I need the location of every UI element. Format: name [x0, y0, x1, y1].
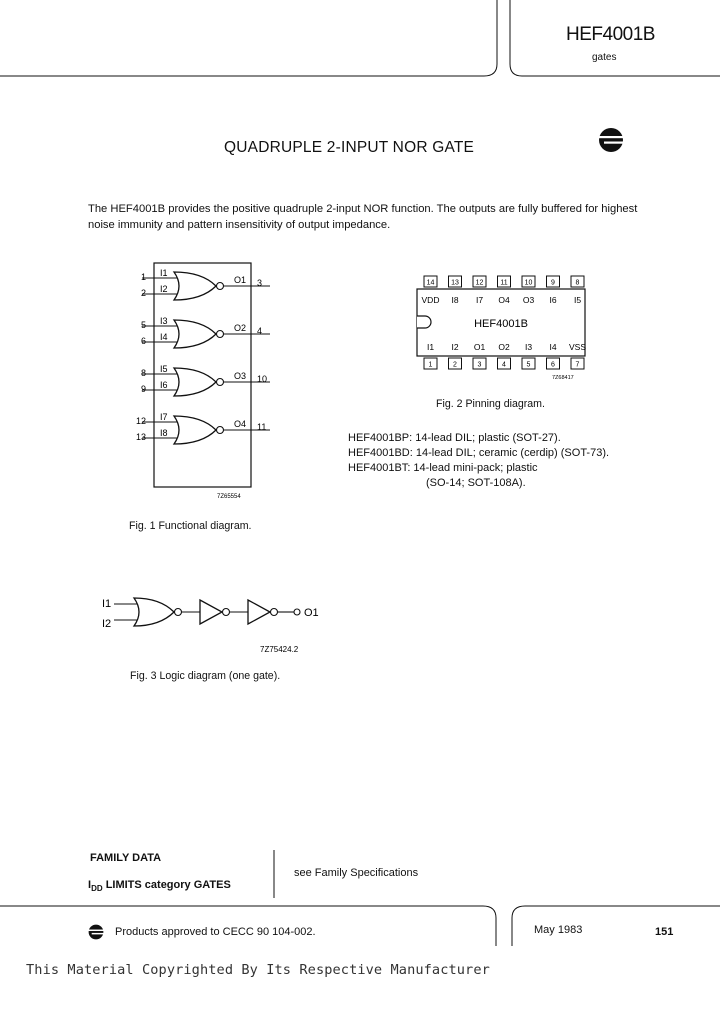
pin-label: I1	[426, 342, 435, 352]
pin-number: 8	[140, 368, 146, 378]
svg-text:8: 8	[575, 279, 580, 287]
pin-label: I7	[475, 295, 484, 305]
pin-label: I5	[573, 295, 582, 305]
top-pin	[449, 276, 462, 305]
input-label: I1	[160, 268, 168, 278]
pin-label: O2	[498, 342, 510, 352]
pin-number: 2	[140, 288, 146, 298]
logic-diagram	[98, 592, 338, 656]
fig2-caption: Fig. 2 Pinning diagram.	[436, 398, 545, 410]
pin-label: O4	[498, 295, 510, 305]
footer-frame	[0, 900, 720, 960]
top-pin	[473, 276, 486, 305]
pin-label: I8	[451, 295, 459, 305]
chip-notch	[417, 316, 431, 328]
output-label: O4	[234, 419, 247, 429]
fig3-caption: Fig. 3 Logic diagram (one gate).	[130, 670, 281, 682]
functional-diagram	[130, 262, 280, 502]
svg-text:2: 2	[453, 361, 457, 369]
pin-number: 11	[257, 422, 267, 432]
svg-text:9: 9	[551, 279, 555, 287]
page-title: QUADRUPLE 2-INPUT NOR GATE	[224, 139, 475, 156]
pin-label: VDD	[421, 295, 440, 305]
input-label: I4	[160, 332, 168, 342]
nor-gate-symbol	[134, 598, 174, 626]
pin-number: 6	[140, 336, 146, 346]
pin-label: VSS	[568, 342, 587, 352]
package-list	[348, 431, 609, 491]
pin-label: O1	[473, 342, 486, 352]
top-pin	[498, 276, 511, 305]
part-number: HEF4001B	[566, 24, 655, 45]
svg-text:1: 1	[428, 361, 433, 369]
logic-input-1: I1	[102, 598, 112, 610]
svg-text:12: 12	[475, 279, 484, 287]
package-row: HEF4001BP: 14-lead DIL; plastic (SOT-27).	[348, 432, 561, 444]
pin-number: 10	[257, 374, 268, 384]
input-label: I5	[160, 364, 168, 374]
pin-label: I6	[549, 295, 557, 305]
pin-label: I3	[524, 342, 533, 352]
fig2-code: 7Z68417	[552, 375, 574, 381]
svg-text:13: 13	[451, 279, 459, 287]
copyright-notice: This Material Copyrighted By Its Respective Manufacturer	[26, 962, 490, 978]
input-label: I8	[160, 428, 168, 438]
svg-text:10: 10	[524, 279, 533, 287]
family-data-label: FAMILY DATA	[90, 852, 162, 864]
fig3-code: 7Z75424.2	[260, 645, 299, 654]
page-number: 151	[655, 926, 674, 938]
chip-label: HEF4001B	[474, 318, 528, 330]
input-label: I6	[160, 380, 168, 390]
output-label: O1	[234, 275, 247, 285]
intro-paragraph: The HEF4001B provides the positive quadruple 2-input NOR function. The outputs are fully buffered for highest noise immunity and pattern insensitivity of output impedance.	[88, 203, 638, 231]
pin-number: 4	[257, 326, 263, 336]
svg-text:11: 11	[500, 279, 508, 287]
family-spec-reference: see Family Specifications	[294, 867, 419, 879]
pin-number: 1	[140, 272, 146, 282]
top-pin	[571, 276, 584, 305]
family-divider	[272, 850, 276, 898]
fig1-caption: Fig. 1 Functional diagram.	[129, 520, 252, 532]
package-row: (SO-14; SOT-108A).	[426, 477, 526, 489]
input-label: I3	[160, 316, 168, 326]
pin-number: 9	[140, 384, 146, 394]
package-row: HEF4001BD: 14-lead DIL; ceramic (cerdip) (SOT-73).	[348, 447, 610, 459]
pin-number: 12	[135, 416, 146, 426]
idd-limits-label: $I_{DD}$ LIMITS category GATES	[88, 879, 231, 894]
svg-text:3: 3	[477, 361, 482, 369]
pin-label: O3	[522, 295, 535, 305]
input-label: I2	[160, 284, 168, 294]
top-pin	[422, 276, 440, 305]
output-label: O3	[234, 371, 247, 381]
nor-gate	[136, 412, 270, 444]
pin-label: I2	[451, 342, 459, 352]
input-label: I7	[160, 412, 168, 422]
package-row: HEF4001BT: 14-lead mini-pack; plastic	[348, 462, 538, 474]
output-label: O2	[234, 323, 247, 333]
approval-note: Products approved to CECC 90 104-002.	[115, 926, 316, 938]
manufacturer-logo	[598, 127, 624, 153]
pin-number: 3	[257, 278, 263, 288]
svg-text:6: 6	[551, 361, 555, 369]
pin-label: I4	[549, 342, 557, 352]
pinning-diagram	[412, 272, 597, 384]
svg-text:5: 5	[526, 361, 531, 369]
svg-text:7: 7	[575, 361, 580, 369]
footer-logo	[88, 924, 104, 940]
top-pin	[547, 276, 560, 305]
inverter-symbol	[248, 600, 270, 624]
pin-number: 13	[135, 432, 146, 442]
fig1-code: 7Z65554	[217, 494, 241, 500]
logic-output: O1	[304, 607, 319, 619]
publication-date: May 1983	[534, 924, 583, 936]
svg-text:4: 4	[502, 361, 506, 369]
header-frame	[0, 0, 720, 100]
svg-text:14: 14	[426, 279, 435, 287]
inverter-symbol	[200, 600, 222, 624]
top-pin	[522, 276, 535, 305]
logic-input-2: I2	[102, 618, 112, 630]
category-label: gates	[592, 52, 617, 63]
pin-number: 5	[140, 320, 146, 330]
